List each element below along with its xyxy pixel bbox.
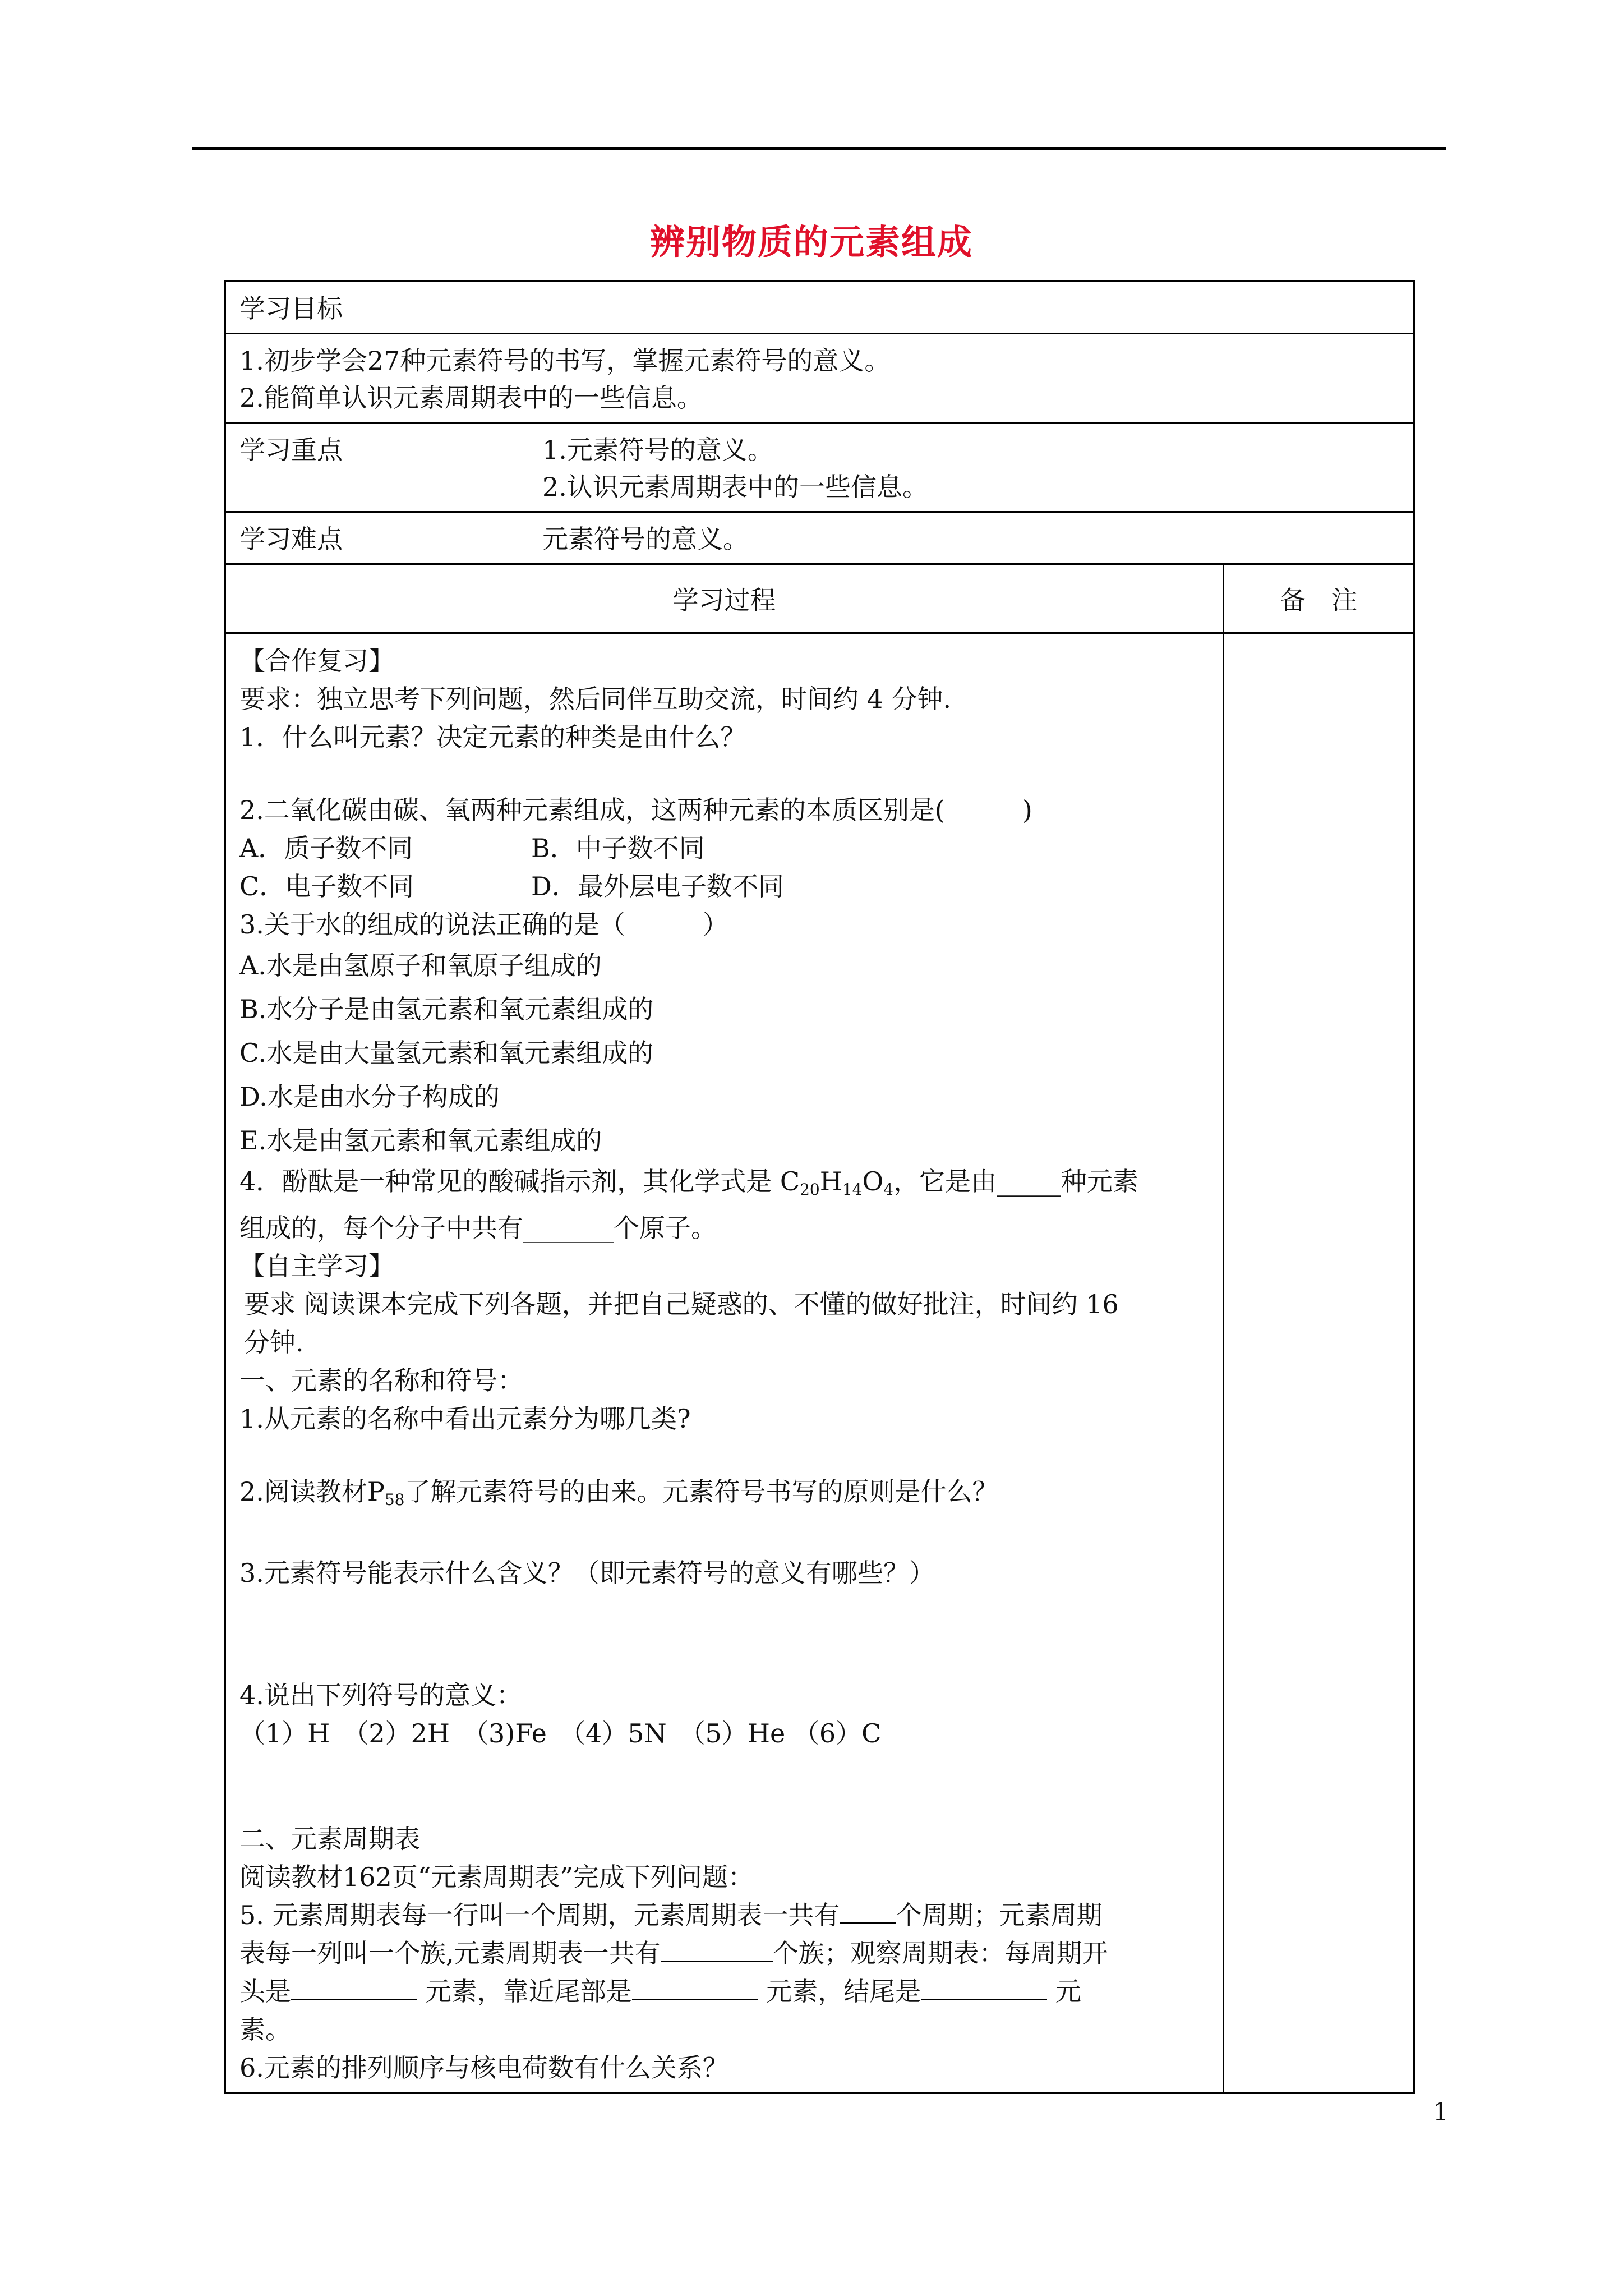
q3-option-d: D.水是由水分子构成的 [239, 1082, 500, 1112]
notes-header: 备 注 [1280, 585, 1358, 615]
blank-groups[interactable] [661, 1937, 773, 1962]
question-3: 3.关于水的组成的说法正确的是（ ） [239, 909, 728, 940]
q3-option-e: E.水是由氢元素和氧元素组成的 [239, 1125, 602, 1156]
process-body-row [225, 633, 1414, 2093]
study-question-2: 2.阅读教材$P_{58}$了解元素符号的由来。元素符号书写的原则是什么？ [239, 1476, 998, 1509]
self-study-requirement: 要求 阅读课本完成下列各题，并把自己疑惑的、不懂的做好批注，时间约 16 [244, 1289, 1119, 1319]
study-question-4: 4.说出下列符号的意义： [239, 1680, 522, 1710]
periodic-table-intro: 阅读教材162页“元素周期表”完成下列问题： [239, 1862, 754, 1892]
review-requirement: 要求：独立思考下列问题，然后同伴互助交流，时间约 4 分钟. [239, 684, 952, 714]
difficulty-row [225, 512, 1414, 564]
objectives-label-row [225, 282, 1414, 334]
study-question-3: 3.元素符号能表示什么含义？（即元素符号的意义有哪些？） [239, 1558, 935, 1588]
objective-item: 2.能简单认识元素周期表中的一些信息。 [239, 383, 703, 413]
learning-plan-table [224, 280, 1415, 2094]
q2-option-a: A．质子数不同 [239, 833, 413, 863]
question-4-line-1: 4．酚酞是一种常见的酸碱指示剂，其化学式是 $C_{20}H_{14}O_4$，它是由_____种元素 [239, 1166, 1139, 1199]
symbol-list: （1）H （2）2H （3)Fe （4）5N （5）He （6）C [239, 1718, 882, 1749]
question-5-line-1: 5. 元素周期表每一行叫一个周期，元素周期表一共有 个周期；元素周期 [239, 1900, 1103, 1930]
key-point-item: 1.元素符号的意义。 [542, 435, 773, 465]
difficulty-label: 学习难点 [239, 524, 343, 554]
objectives-row [225, 334, 1414, 423]
question-5-line-3: 头是 元素，靠近尾部是 元素，结尾是 元 [239, 1976, 1081, 2007]
section-1-heading: 一、元素的名称和符号： [239, 1365, 523, 1396]
key-points-label: 学习重点 [239, 435, 343, 465]
self-study-heading: 【自主学习】 [239, 1251, 394, 1281]
notes-column [1224, 633, 1414, 2093]
key-points-row [225, 423, 1414, 512]
header-rule [192, 147, 1446, 150]
q2-option-d: D．最外层电子数不同 [531, 871, 784, 901]
study-question-1: 1.从元素的名称中看出元素分为哪几类? [239, 1404, 691, 1434]
section-2-heading: 二、元素周期表 [239, 1824, 420, 1854]
blank-near-end[interactable] [632, 1975, 758, 2000]
question-4-line-2: 组成的，每个分子中共有_______个原子。 [239, 1213, 717, 1243]
q3-option-b: B.水分子是由氢元素和氧元素组成的 [239, 994, 654, 1024]
objectives-label: 学习目标 [239, 293, 343, 324]
question-6: 6.元素的排列顺序与核电荷数有什么关系？ [239, 2053, 728, 2083]
self-study-requirement-cont: 分钟. [244, 1327, 304, 1358]
q2-option-c: C．电子数不同 [239, 871, 414, 901]
process-header-row [225, 564, 1414, 633]
blank-period-start[interactable] [291, 1975, 417, 2000]
blank-period-end[interactable] [921, 1975, 1047, 2000]
blank-periods[interactable] [840, 1899, 896, 1924]
process-header: 学习过程 [672, 585, 776, 615]
page-number: 1 [1433, 2098, 1449, 2127]
objective-item: 1.初步学会27种元素符号的书写，掌握元素符号的意义。 [239, 346, 891, 376]
q3-option-a: A.水是由氢原子和氧原子组成的 [239, 950, 602, 981]
question-5-line-2: 表每一列叫一个族,元素周期表一共有 个族；观察周期表：每周期开 [239, 1938, 1108, 1968]
question-2: 2.二氧化碳由碳、氧两种元素组成，这两种元素的本质区别是( ) [239, 795, 1032, 825]
q2-option-b: B．中子数不同 [531, 833, 705, 863]
key-point-item: 2.认识元素周期表中的一些信息。 [542, 472, 928, 502]
question-1: 1．什么叫元素？决定元素的种类是由什么？ [239, 722, 746, 752]
document-title: 辨别物质的元素组成 [649, 222, 973, 263]
difficulty-text: 元素符号的意义。 [542, 524, 749, 554]
q3-option-c: C.水是由大量氢元素和氧元素组成的 [239, 1038, 654, 1068]
review-heading: 【合作复习】 [239, 646, 394, 676]
question-5-line-4: 素。 [239, 2014, 291, 2045]
